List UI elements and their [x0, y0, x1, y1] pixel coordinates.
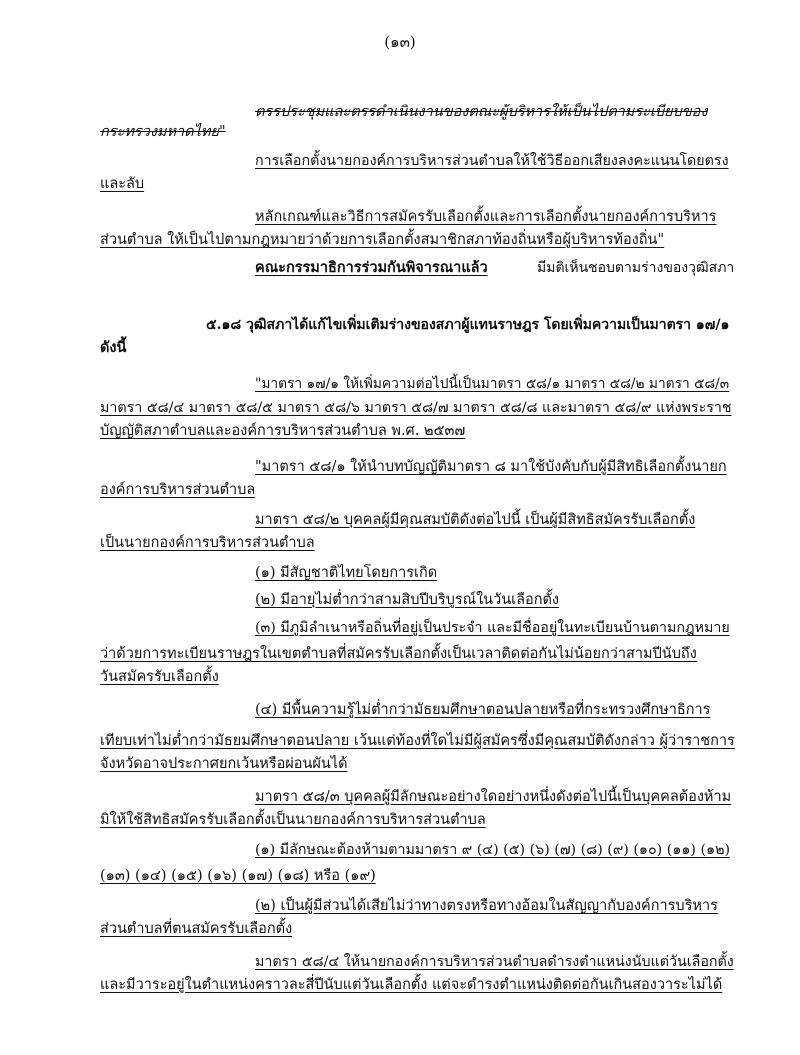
- list-item: (๔) มีพื้นความรู้ไม่ต่ำกว่ามัธยมศึกษาตอนปลายหรือที่กระทรวงศึกษาธิการ: [255, 702, 711, 718]
- text-line: มาตรา ๕๘/๓ บุคคลผู้มีลักษณะอย่างใดอย่างหนึ่งดังต่อไปนี้เป็นบุคคลต้องห้าม: [255, 789, 732, 805]
- list-item: (๒) เป็นผู้มีส่วนได้เสียไม่ว่าทางตรงหรือทางอ้อมในสัญญากับองค์การบริหาร: [255, 898, 718, 914]
- section-heading: ๕.๑๘ วุฒิสภาได้แก้ไขเพิ่มเติมร่างของสภาผู้แทนราษฎร โดยเพิ่มความเป็นมาตรา ๑๗/๑: [206, 317, 730, 333]
- list-item: (๑) มีลักษณะต้องห้ามตามมาตรา ๙ (๔) (๕) (๖) (๗) (๘) (๙) (๑๐) (๑๑) (๑๒): [255, 842, 731, 858]
- text-line: มาตรา ๕๘/๔ ให้นายกองค์การบริหารส่วนตำบลดำรงตำแหน่งนับแต่วันเลือกตั้ง: [255, 954, 734, 970]
- text-line: จังหวัดอาจประกาศยกเว้นหรือผ่อนผันได้: [100, 756, 348, 772]
- text-line: (๑๓) (๑๔) (๑๕) (๑๖) (๑๗) (๑๘) หรือ (๑๙): [100, 868, 376, 884]
- text-line: มิให้ใช้สิทธิสมัครรับเลือกตั้งเป็นนายกองค์การบริหารส่วนตำบล: [100, 812, 486, 828]
- page-number: (๑๓): [384, 33, 416, 51]
- list-item: (๓) มีภูมิลำเนาหรือถิ่นที่อยู่เป็นประจำ และมีชื่ออยู่ในทะเบียนบ้านตามกฎหมาย: [255, 620, 730, 636]
- section-heading-cont: ดังนี้: [100, 339, 127, 356]
- text-line: ว่าด้วยการทะเบียนราษฎรในเขตตำบลที่สมัครรับเลือกตั้งเป็นเวลาติดต่อกันไม่น้อยกว่าสามปีนับถึง: [100, 646, 697, 662]
- text-line: "มาตรา ๑๗/๑ ให้เพิ่มความต่อไปนี้เป็นมาตรา ๕๘/๑ มาตรา ๕๘/๒ มาตรา ๕๘/๓: [255, 376, 730, 392]
- committee-resolution: มีมติเห็นชอบตามร่างของวุฒิสภา: [537, 260, 735, 276]
- text-line: หลักเกณฑ์และวิธีการสมัครรับเลือกตั้งและการเลือกตั้งนายกองค์การบริหาร: [255, 209, 717, 225]
- text-line: "มาตรา ๕๘/๑ ให้นำบทบัญญัติมาตรา ๘ มาใช้บังคับกับผู้มีสิทธิเลือกตั้งนายก: [255, 459, 727, 475]
- struck-text-line: กระทรวงมหาดไทย": [100, 124, 226, 140]
- text-line: วันสมัครรับเลือกตั้ง: [100, 669, 219, 685]
- text-line: ส่วนตำบล ให้เป็นไปตามกฎหมายว่าด้วยการเลือกตั้งสมาชิกสภาท้องถิ่นหรือผู้บริหารท้องถิ่น": [100, 232, 665, 248]
- text-line: ส่วนตำบลที่ตนสมัครรับเลือกตั้ง: [100, 921, 293, 937]
- committee-heading: คณะกรรมาธิการร่วมกันพิจารณาแล้ว: [255, 259, 488, 276]
- text-line: การเลือกตั้งนายกองค์การบริหารส่วนตำบลให้ใช้วิธีออกเสียงลงคะแนนโดยตรง: [255, 153, 729, 169]
- list-item: (๑) มีสัญชาติไทยโดยการเกิด: [255, 565, 438, 581]
- text-line: บัญญัติสภาตำบลและองค์การบริหารส่วนตำบล พ.ศ. ๒๕๓๗: [100, 423, 466, 439]
- text-line: องค์การบริหารส่วนตำบล: [100, 482, 256, 498]
- text-line: มาตรา ๕๘/๔ มาตรา ๕๘/๕ มาตรา ๕๘/๖ มาตรา ๕๘/๗ มาตรา ๕๘/๘ และมาตรา ๕๘/๙ แห่งพระราช: [100, 400, 732, 416]
- text-line: และลับ: [100, 176, 145, 192]
- list-item: (๒) มีอายุไม่ต่ำกว่าสามสิบปีบริบูรณ์ในวันเลือกตั้ง: [255, 592, 559, 608]
- text-line: เป็นนายกองค์การบริหารส่วนตำบล: [100, 535, 315, 551]
- text-line: เทียบเท่าไม่ต่ำกว่ามัธยมศึกษาตอนปลาย เว้นแต่ท้องที่ใดไม่มีผู้สมัครซึ่งมีคุณสมบัติดังกล่าว ผู้ว่าราชการ: [100, 733, 735, 749]
- text-line: มาตรา ๕๘/๒ บุคคลผู้มีคุณสมบัติดังต่อไปนี้ เป็นผู้มีสิทธิสมัครรับเลือกตั้ง: [255, 512, 696, 528]
- text-line: และมีวาระอยู่ในตำแหน่งคราวละสี่ปีนับแต่วันเลือกตั้ง แต่จะดำรงตำแหน่งติดต่อกันเกินสองวาระไม่ได้: [100, 977, 723, 993]
- struck-text-line: ตรรประชุมและตรรดำเนินงานของตณะผู้บริหารให้เป็นไปตามระเบียบของ: [255, 104, 708, 120]
